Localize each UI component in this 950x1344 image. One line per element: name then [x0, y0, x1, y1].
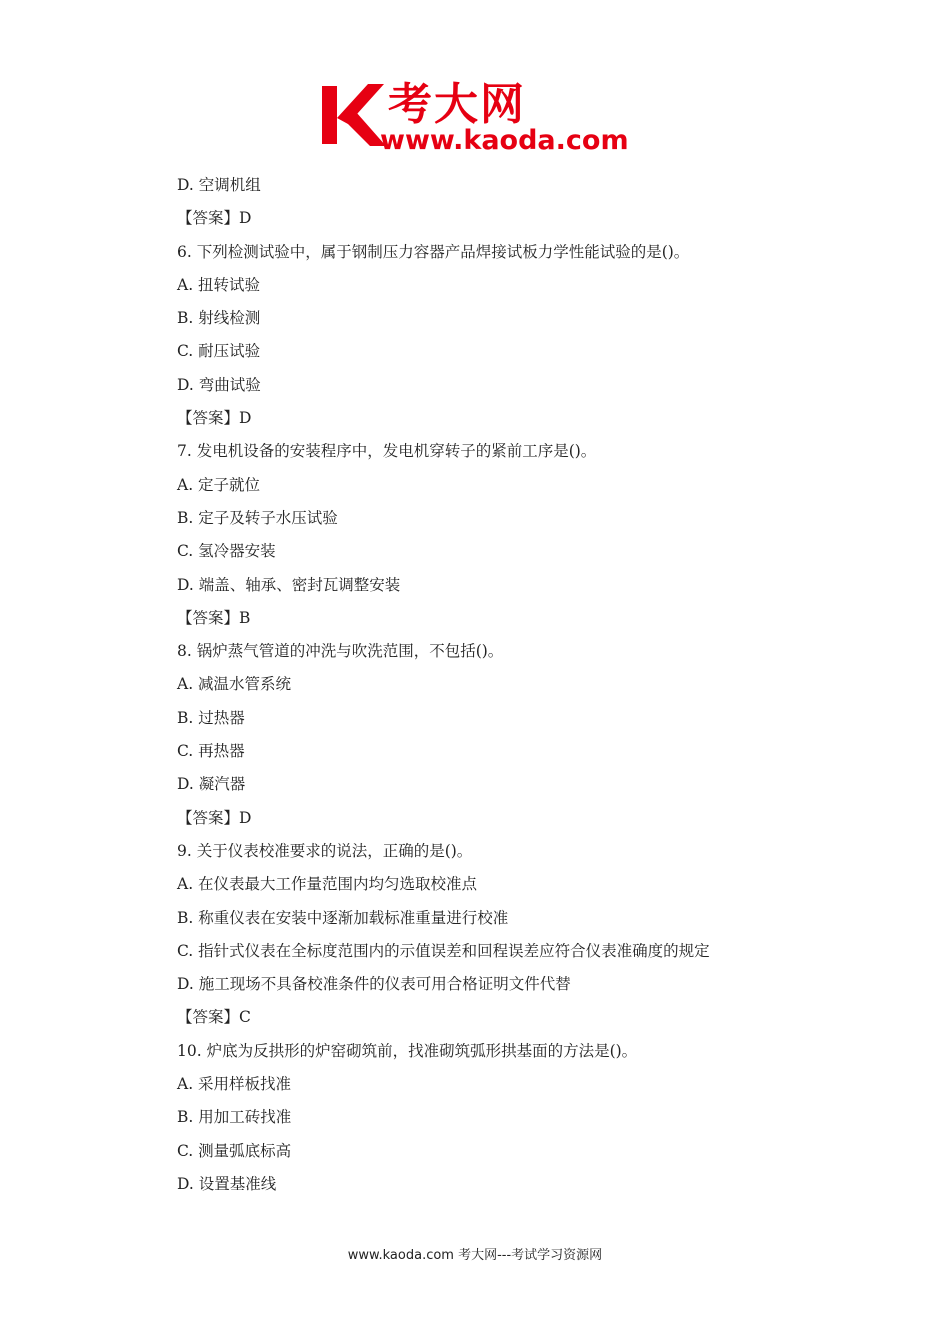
kaoda-logo — [318, 80, 638, 158]
question-line: 9. 关于仪表校准要求的说法，正确的是()。 — [177, 841, 473, 860]
logo-url: www.kaoda.com — [380, 125, 629, 156]
logo-chinese-name: 考大网 — [388, 79, 526, 130]
question-line: 8. 锅炉蒸气管道的冲洗与吹洗范围，不包括()。 — [177, 642, 504, 661]
option-line: B. 称重仪表在安装中逐渐加载标准重量进行校准 — [177, 908, 509, 927]
answer-line: 【答案】B — [177, 608, 251, 627]
option-line: D. 凝汽器 — [177, 775, 246, 794]
answer-line: 【答案】D — [177, 209, 252, 228]
option-line: A. 采用样板找准 — [177, 1075, 292, 1094]
option-line: D. 弯曲试验 — [177, 375, 261, 394]
option-line: B. 用加工砖找准 — [177, 1108, 292, 1127]
text-line: D. 空调机组 — [177, 176, 261, 194]
option-line: A. 减温水管系统 — [177, 675, 292, 694]
logo-k-mark-icon — [318, 80, 388, 150]
option-line: C. 指针式仪表在全标度范围内的示值误差和回程误差应符合仪表准确度的规定 — [177, 941, 710, 960]
option-line: A. 在仪表最大工作量范围内均匀选取校准点 — [177, 875, 478, 894]
option-line: A. 扭转试验 — [177, 275, 261, 294]
answer-line: 【答案】D — [177, 409, 252, 428]
option-line: C. 再热器 — [177, 742, 245, 761]
option-line: C. 耐压试验 — [177, 342, 261, 361]
option-line: C. 测量弧底标高 — [177, 1141, 292, 1160]
option-line: B. 射线检测 — [177, 309, 261, 328]
option-line: D. 施工现场不具备校准条件的仪表可用合格证明文件代替 — [177, 975, 571, 994]
option-line: C. 氢冷器安装 — [177, 542, 276, 561]
question-line: 7. 发电机设备的安装程序中，发电机穿转子的紧前工序是()。 — [177, 442, 597, 461]
option-line: D. 设置基准线 — [177, 1174, 277, 1193]
option-line: B. 过热器 — [177, 708, 245, 727]
option-line: A. 定子就位 — [177, 475, 261, 494]
option-line: D. 端盖、轴承、密封瓦调整安装 — [177, 575, 401, 594]
answer-line: 【答案】C — [177, 1008, 251, 1027]
option-line: B. 定子及转子水压试验 — [177, 508, 338, 527]
answer-line: 【答案】D — [177, 808, 252, 827]
question-line: 6. 下列检测试验中，属于钢制压力容器产品焊接试板力学性能试验的是()。 — [177, 242, 690, 261]
question-line: 10. 炉底为反拱形的炉窑砌筑前，找准砌筑弧形拱基面的方法是()。 — [177, 1041, 638, 1060]
page-footer: www.kaoda.com 考大网---考试学习资源网 — [347, 1248, 603, 1263]
document-body — [177, 169, 877, 1201]
